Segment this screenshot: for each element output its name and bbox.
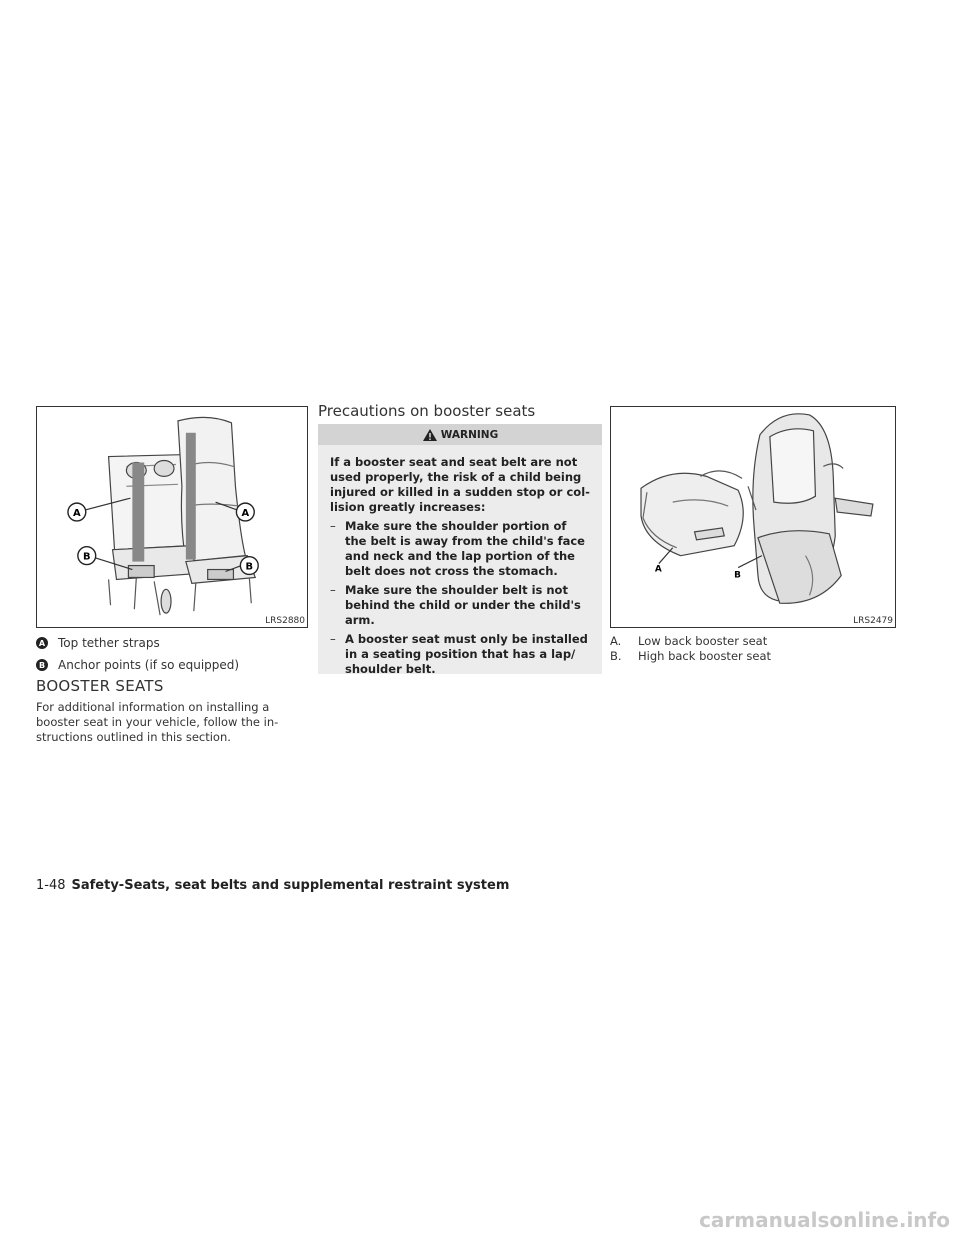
warning-item-line: shoulder belt. [345,662,436,676]
callout-b: B [734,570,741,581]
warning-item-line: arm. [345,613,375,627]
warning-header [318,424,602,445]
warning-item-line: in a seating position that has a lap/ [345,647,576,661]
booster-line: booster seat in your vehicle, follow the in- [36,715,279,729]
caption-key-b: B. [610,649,622,663]
page-number: 1-48 [36,878,66,893]
warning-triangle-icon [422,428,438,442]
callout-a: A [654,564,662,575]
warning-item-line: A booster seat must only be installed [345,632,588,646]
callout-a-left: A [73,508,81,520]
warning-dash: – [330,632,336,646]
warning-item-line: belt does not cross the stomach. [345,564,558,578]
chapter-title: Safety-Seats, seat belts and supplemental restraint system [71,878,510,893]
warning-item-line: the belt is away from the child's face [345,534,585,548]
legend-text-a: Top tether straps [58,636,160,650]
booster-line: structions outlined in this section. [36,730,231,744]
warning-intro-line: used properly, the risk of a child being [330,470,582,484]
legend-marker-a: A [36,637,48,649]
caption-a [610,634,767,648]
warning-item [330,632,600,677]
legend-item-b [36,658,239,672]
warning-dash: – [330,519,336,533]
booster-line: For additional information on installing a [36,700,270,714]
callout-a-right: A [241,508,250,520]
warning-dash: – [330,583,336,597]
warning-item [330,583,600,628]
rear-seat-drawing [37,407,307,627]
legend-item-a [36,636,160,650]
caption-key-a: A. [610,634,622,648]
warning-box [318,424,602,674]
caption-text-b: High back booster seat [638,649,772,663]
booster-seats-drawing [611,407,895,627]
booster-seat-illustration [610,406,896,628]
section-heading-precautions: Precautions on booster seats [318,402,536,420]
legend-marker-b: B [36,659,48,671]
warning-item-line: behind the child or under the child's [345,598,581,612]
watermark: carmanualsonline.info [699,1208,950,1232]
caption-text-a: Low back booster seat [638,634,768,648]
warning-intro-line: injured or killed in a sudden stop or col- [330,485,590,499]
warning-item [330,519,600,579]
figure-code-right: LRS2479 [853,616,893,626]
warning-body [318,445,602,677]
warning-intro-line: lision greatly increases: [330,500,486,514]
booster-paragraph [36,700,308,745]
warning-intro-line: If a booster seat and seat belt are not [330,455,578,469]
section-heading-booster-seats: BOOSTER SEATS [36,677,164,695]
figure-code-left: LRS2880 [265,616,305,626]
warning-label: WARNING [440,428,499,441]
warning-item-line: Make sure the shoulder portion of [345,519,567,533]
seat-tether-illustration [36,406,308,628]
legend-text-b: Anchor points (if so equipped) [58,658,240,672]
callout-b-right: B [245,561,254,573]
warning-item-line: and neck and the lap portion of the [345,549,575,563]
callout-b-left: B [83,551,91,563]
page-footer [36,878,509,893]
caption-b [610,649,771,663]
warning-intro [330,455,600,515]
warning-item-line: Make sure the shoulder belt is not [345,583,568,597]
